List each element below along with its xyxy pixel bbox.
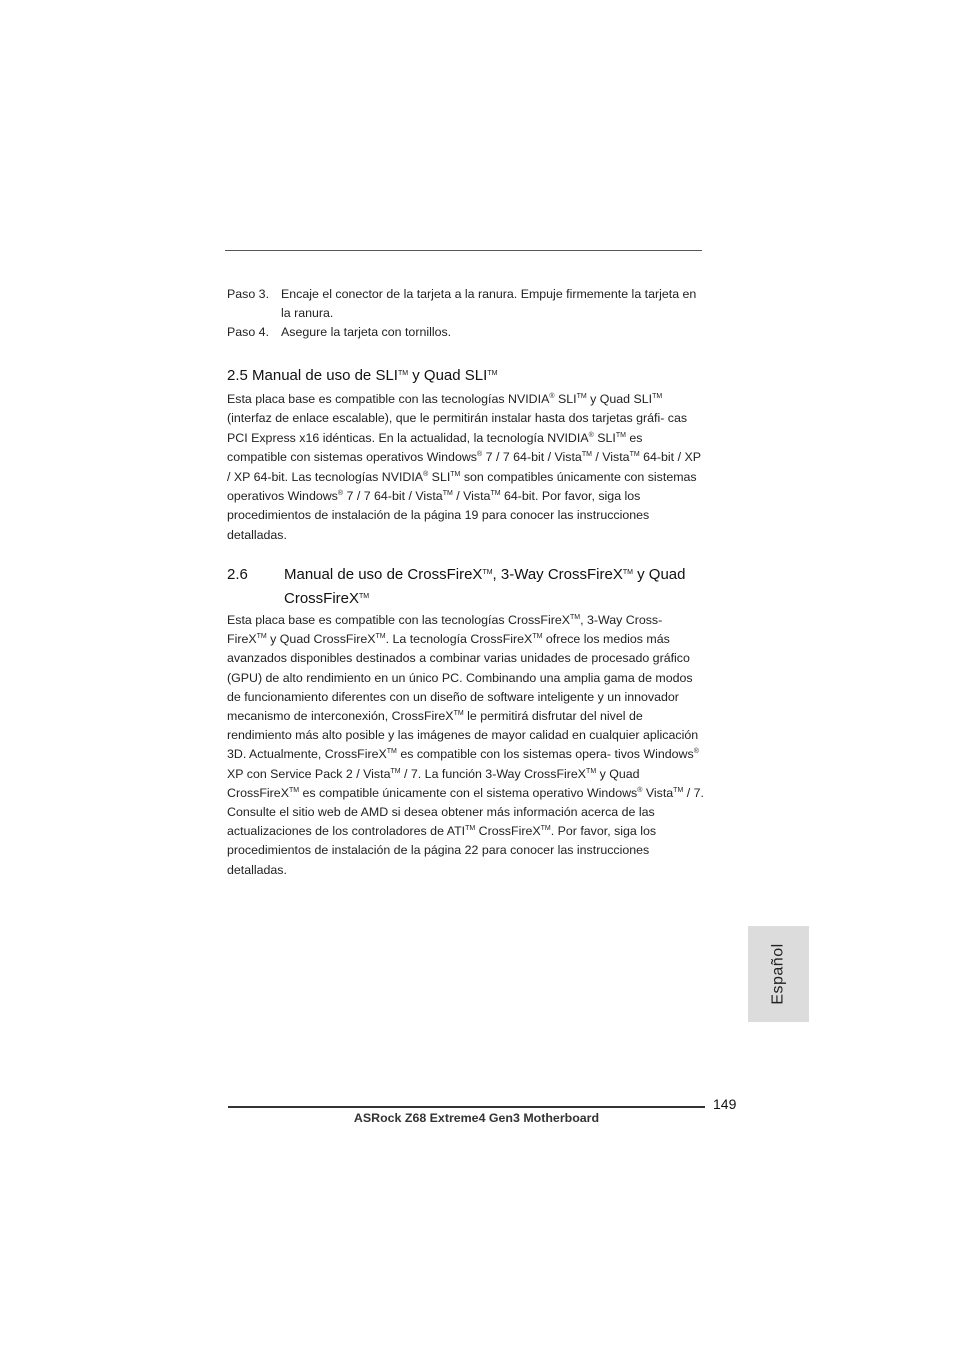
trademark-mark: TM — [569, 614, 581, 621]
trademark-mark: TM — [450, 470, 461, 478]
trademark-mark: TM — [397, 370, 409, 377]
trademark-mark: TM — [586, 767, 597, 775]
text: (interfaz de enlace escalable), que le permitirán instalar hasta dos tarjetas gráfi- cas PCI Express x16 idénticas. En la actualidad, la tecnología NVIDIA — [227, 411, 688, 445]
text: 7 / 7 64-bit / Vista — [343, 489, 443, 504]
trademark-mark: TM — [487, 370, 498, 377]
text: SLI — [593, 430, 616, 445]
registered-mark: ® — [549, 393, 555, 400]
text: / Vista — [591, 450, 630, 465]
step-4 — [227, 323, 707, 342]
trademark-mark: TM — [576, 393, 587, 400]
footer-rule — [228, 1106, 705, 1108]
trademark-mark: TM — [482, 569, 493, 576]
step-text: Asegure la tarjeta con tornillos. — [281, 325, 452, 339]
header-rule — [225, 250, 702, 251]
step-label: Paso 3. — [227, 287, 270, 301]
text: , 3-Way Cross- FireX — [227, 613, 663, 647]
text: . Por favor, siga los procedimientos de instalación de la página 22 para conocer las instrucciones detalladas. — [227, 824, 657, 877]
heading-text: y Quad SLI — [408, 367, 488, 384]
step-3 — [227, 285, 707, 323]
trademark-mark: TM — [453, 710, 464, 718]
trademark-mark: TM — [288, 786, 300, 794]
registered-mark: ® — [477, 451, 483, 459]
section-2-5-heading — [227, 367, 497, 384]
step-label: Paso 4. — [227, 325, 270, 339]
text: 64-bit. Por favor, siga los procedimientos de instalación de la página 19 para conocer las instrucciones detalladas. — [227, 489, 650, 542]
text: XP con Service Pack 2 / Vista — [227, 766, 391, 781]
text: 7 / 7 64-bit / Vista — [482, 450, 582, 465]
heading-text: y Quad CrossFireX — [284, 566, 686, 607]
language-tab-label: Español — [769, 943, 787, 1005]
trademark-mark: TM — [390, 767, 401, 775]
registered-mark: ® — [337, 490, 344, 498]
text: es compatible con sistemas operativos Windows — [227, 430, 643, 465]
trademark-mark: TM — [359, 593, 370, 600]
section-2-6-heading — [227, 563, 727, 611]
text: ofrece los medios más avanzados disponibles destinados a combinar varias unidades de procesado gráfico (GPU) de alto rendimiento en un único PC. Combinando una amplia gama de modos de funcionamiento diferentes con un diseño de software inteligente y un innovador mecanismo de interconexión, CrossFireX — [227, 632, 693, 724]
trademark-mark: TM — [386, 748, 397, 756]
trademark-mark: TM — [652, 393, 663, 400]
trademark-mark: TM — [581, 451, 592, 459]
heading-text: Manual de uso de CrossFireX — [284, 566, 483, 583]
registered-mark: ® — [693, 748, 699, 756]
text: . La tecnología CrossFireX — [385, 632, 533, 647]
text: y Quad CrossFireX — [227, 766, 640, 800]
text: Vista — [642, 785, 674, 800]
text: Esta placa base es compatible con las tecnologías NVIDIA — [227, 392, 550, 406]
trademark-mark: TM — [532, 633, 543, 641]
text: SLI — [428, 469, 451, 484]
text: Esta placa base es compatible con las tecnologías CrossFireX — [227, 613, 570, 627]
trademark-mark: TM — [442, 490, 453, 498]
text: 64-bit / XP / XP 64-bit. Las tecnologías NVIDIA — [227, 450, 701, 484]
trademark-mark: TM — [540, 825, 551, 833]
text: CrossFireX — [475, 824, 541, 839]
registered-mark: ® — [588, 431, 594, 439]
text: / 7. La función 3-Way CrossFireX — [400, 766, 587, 781]
heading-text: 2.5 Manual de uso de SLI — [227, 367, 398, 384]
trademark-mark: TM — [615, 431, 626, 439]
text: le permitirá disfrutar del nivel de rendimiento más alto posible y las imágenes de mayor calidad en cualquier aplicación 3D. Actualmente, CrossFireX — [227, 709, 699, 762]
text: / Vista — [452, 489, 491, 504]
trademark-mark: TM — [490, 490, 501, 498]
text: y Quad CrossFireX — [266, 632, 376, 647]
trademark-mark: TM — [622, 569, 633, 576]
installation-steps — [227, 285, 707, 342]
registered-mark: ® — [637, 786, 643, 794]
text: y Quad SLI — [586, 392, 653, 406]
step-text: Encaje el conector de la tarjeta a la ranura. Empuje firmemente la tarjeta en la ranura. — [281, 287, 697, 320]
footer-title: ASRock Z68 Extreme4 Gen3 Motherboard — [353, 1111, 600, 1125]
language-tab — [748, 926, 809, 1022]
section-2-6-paragraph — [227, 611, 705, 880]
trademark-mark: TM — [629, 451, 640, 459]
heading-text: , 3-Way CrossFireX — [492, 566, 623, 583]
text: SLI — [554, 392, 577, 406]
section-title — [284, 563, 727, 611]
registered-mark: ® — [423, 470, 429, 478]
page-number: 149 — [713, 1096, 737, 1112]
trademark-mark: TM — [256, 633, 267, 641]
section-number: 2.6 — [227, 566, 248, 583]
text: es compatible con los sistemas opera- tivos Windows — [396, 747, 694, 762]
text: son compatibles únicamente con sistemas operativos Windows — [227, 469, 697, 504]
trademark-mark: TM — [465, 825, 476, 833]
text: es compatible únicamente con el sistema operativo Windows — [299, 785, 638, 800]
section-2-5-paragraph — [227, 390, 702, 545]
text: / 7. Consulte el sitio web de AMD si desea obtener más información acerca de las actualizaciones de los controladores de ATI — [227, 785, 704, 839]
trademark-mark: TM — [673, 786, 684, 794]
trademark-mark: TM — [375, 633, 386, 641]
